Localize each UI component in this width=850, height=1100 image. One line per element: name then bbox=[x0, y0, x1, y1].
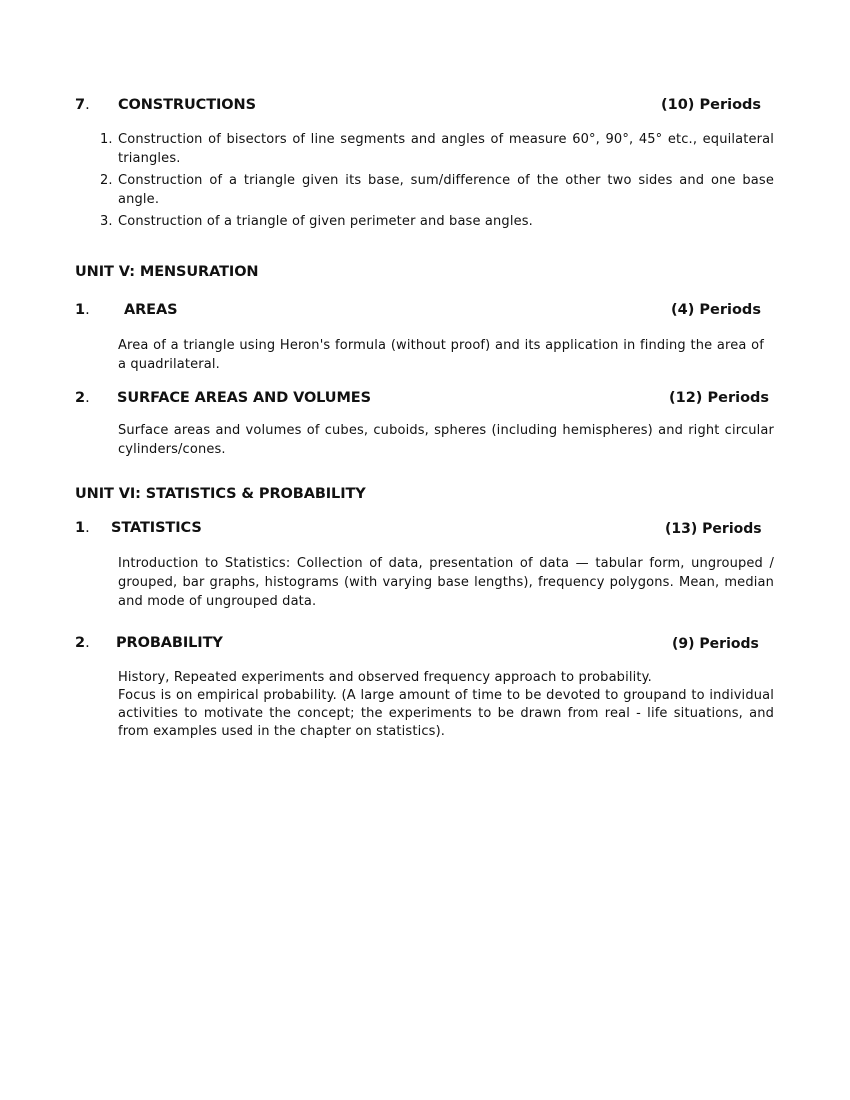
periods-surface-areas: (12) Periods bbox=[669, 390, 770, 406]
periods-areas: (4) Periods bbox=[671, 302, 761, 318]
statistics-description: Introduction to Statistics: Collection of data, presentation of data — tabular form, ungrouped / grouped, bar graphs, histograms (with varying base lengths), frequency polygons. Mean, median and mode of ungrouped data. bbox=[118, 556, 774, 609]
periods-constructions: (10) Periods bbox=[661, 97, 762, 113]
probability-text-line2: Focus is on empirical probability. (A large amount of time to be devoted to groupand to individual activities to motivate the concept; the experiments to be drawn from real - life situations, and from examples used in the chapter on statistics). bbox=[118, 688, 774, 739]
periods-statistics: (13) Periods bbox=[665, 521, 762, 537]
section-number: 1. bbox=[75, 302, 90, 318]
unit-heading-mensuration: UNIT V: MENSURATION bbox=[75, 264, 259, 280]
section-title-surface-areas: SURFACE AREAS AND VOLUMES bbox=[117, 390, 371, 406]
probability-text-line1: History, Repeated experiments and observed frequency approach to probability. bbox=[118, 670, 652, 685]
list-item: 3. Construction of a triangle of given perimeter and base angles. bbox=[100, 214, 533, 229]
probability-description bbox=[118, 669, 774, 741]
constructions-list bbox=[100, 130, 774, 234]
surface-areas-description: Surface areas and volumes of cubes, cuboids, spheres (including hemispheres) and right circular cylinders/cones. bbox=[118, 423, 774, 457]
section-title-probability: PROBABILITY bbox=[116, 635, 223, 651]
list-item: 2. Construction of a triangle given its base, sum/difference of the other two sides and one base angle. bbox=[100, 173, 774, 207]
section-number: 2. bbox=[75, 635, 90, 651]
periods-probability: (9) Periods bbox=[672, 636, 759, 652]
areas-description: Area of a triangle using Heron's formula (without proof) and its application in finding the area of a quadrilateral. bbox=[118, 338, 764, 372]
section-number: 1. bbox=[75, 520, 90, 536]
section-title-areas: AREAS bbox=[124, 302, 178, 318]
section-number: 2. bbox=[75, 390, 90, 406]
section-title-statistics: STATISTICS bbox=[111, 520, 202, 536]
section-number: 7. bbox=[75, 97, 90, 113]
section-title-constructions: CONSTRUCTIONS bbox=[118, 97, 256, 113]
list-item: 1. Construction of bisectors of line segments and angles of measure 60°, 90°, 45° etc., equilateral triangles. bbox=[100, 132, 774, 166]
unit-heading-statistics-probability: UNIT VI: STATISTICS & PROBABILITY bbox=[75, 486, 366, 502]
